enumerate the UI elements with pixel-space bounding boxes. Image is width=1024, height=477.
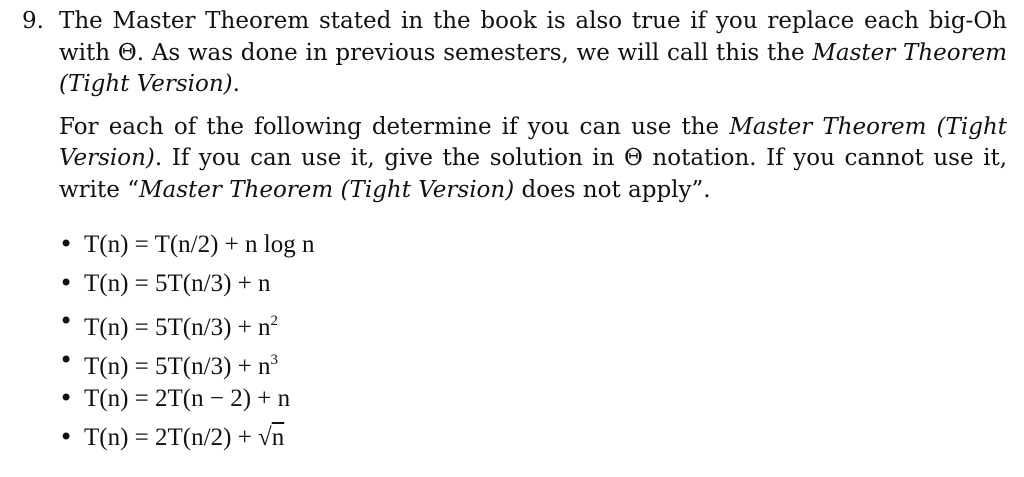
problem-intro (59, 0, 1007, 101)
bullet-icon: • (59, 384, 74, 412)
recurrence-formula: T(n) = 5T(n/3) + n (84, 269, 271, 297)
bullet-icon: • (59, 422, 74, 451)
recurrence-list (22, 225, 1007, 456)
recurrence-formula: T(n) = 2T(n − 2) + n (84, 385, 291, 412)
recurrence-formula: T(n) = T(n/2) + n log n (84, 231, 315, 258)
instructions-text-2: . If you can use it, give the solution in Θ notation. If you cannot use it, write “ (59, 145, 1007, 203)
bullet-icon: • (59, 345, 74, 374)
problem-instructions (59, 112, 1007, 207)
recurrence-formula: T(n) = 5T(n/3) + n (84, 352, 271, 380)
intro-text-end: . (232, 71, 240, 97)
theorem-name: Master Theorem (Tight Version) (59, 39, 1008, 97)
sqrt-argument: n (271, 423, 285, 451)
bullet-icon: • (59, 268, 74, 297)
theorem-name-2: Master Theorem (Tight Version) (59, 113, 1007, 171)
problem-number: 9. (22, 8, 44, 34)
instructions-text-1: For each of the following determine if you can use the (59, 113, 730, 140)
recurrence-item (59, 379, 1007, 418)
recurrence-item (59, 418, 1007, 457)
recurrence-item (59, 341, 1007, 380)
recurrence-item (59, 225, 1007, 264)
intro-text-start: The Master Theorem stated in the book is also true if you replace each big-Oh with (59, 8, 1007, 66)
exponent: 3 (270, 351, 278, 368)
recurrence-item (59, 264, 1007, 303)
recurrence-item (59, 302, 1007, 341)
recurrence-formula: T(n) = 5T(n/3) + n (84, 314, 271, 341)
recurrence-formula: T(n) = 2T(n/2) + √ (84, 423, 272, 451)
bullet-icon: • (59, 230, 74, 258)
theorem-name-quoted: Master Theorem (Tight Version) (138, 176, 515, 203)
bullet-icon: • (59, 307, 74, 335)
problem-9 (22, 0, 1007, 456)
theta-symbol: Θ (117, 39, 137, 66)
instructions-text-3: does not apply”. (514, 176, 711, 203)
exponent: 2 (270, 313, 278, 329)
intro-text-middle: . As was done in previous semesters, we will call this the (136, 39, 813, 66)
